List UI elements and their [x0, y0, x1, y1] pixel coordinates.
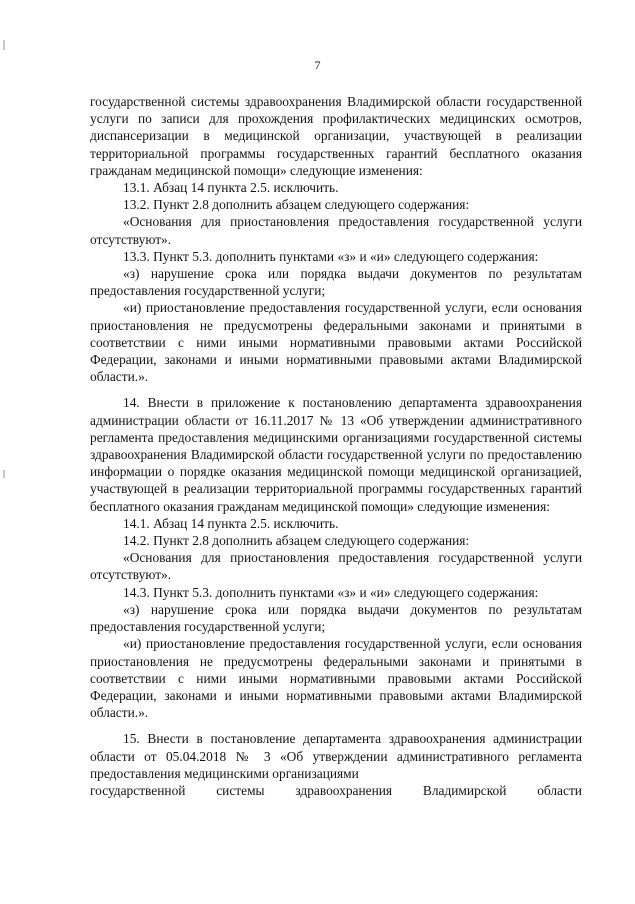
document-body — [90, 93, 582, 799]
page-number: 7 — [314, 58, 321, 72]
paragraph: 14.1. Абзац 14 пункта 2.5. исключить. — [123, 515, 339, 531]
paragraph: 15. Внести в постановление департамента здравоохранения администрации области от 05.04.2018 № 3 «Об утверждении административного регламента предоставления медицинскими организациями — [90, 731, 582, 781]
paragraph: «Основания для приостановления предоставления государственной услуги отсутствуют». — [90, 550, 582, 583]
paragraph: «Основания для приостановления предоставления государственной услуги отсутствуют». — [90, 214, 582, 247]
word: здравоохранения — [295, 782, 393, 798]
paragraph: государственной системы здравоохранения Владимирской области государственной услуги по записи для прохождения профилактических медицинских осмотров, диспансеризации в медицинской организации, участвующей в реализации территориальной программы государственных гарантий бесплатного оказания гражданам медицинской помощи» следующие изменения: — [90, 94, 582, 178]
paragraph: «и) приостановление предоставления государственной услуги, если основания приостановления не предусмотрены федеральными законами и принятыми в соответствии с ними иными нормативными правовыми актами Российской Федерации, законами и иными нормативными правовыми актами Владимирской области.». — [90, 636, 582, 721]
word: системы — [216, 782, 265, 798]
paragraph: 14. Внести в приложение к постановлению департамента здравоохранения администрации области от 16.11.2017 № 13 «Об утверждении административного регламента предоставления медицинскими организациями государственной системы здравоохранения Владимирской области государственной услуги по предоставлению информации о порядке оказания медицинской помощи медицинской организацией, участвующей в реализации территориальной программы государственных гарантий бесплатного оказания гражданам медицинской помощи» следующие изменения: — [90, 395, 582, 514]
paragraph: «и) приостановление предоставления государственной услуги, если основания приостановления не предусмотрены федеральными законами и принятыми в соответствии с ними иными нормативными правовыми актами Российской Федерации, законами и иными нормативными правовыми актами Владимирской области.». — [90, 300, 582, 385]
paragraph: 14.3. Пункт 5.3. дополнить пунктами «з» и «и» следующего содержания: — [123, 584, 539, 600]
word: Владимирской — [422, 782, 507, 798]
paragraph: 13.3. Пункт 5.3. дополнить пунктами «з» и «и» следующего содержания: — [123, 248, 539, 264]
paragraph: «з) нарушение срока или порядка выдачи документов по результатам предоставления государственной услуги; — [90, 266, 582, 299]
scan-edge-mark — [3, 470, 5, 478]
word: области — [537, 782, 582, 798]
paragraph-continued — [90, 782, 582, 799]
paragraph: «з) нарушение срока или порядка выдачи документов по результатам предоставления государственной услуги; — [90, 601, 582, 635]
scan-edge-mark — [3, 40, 5, 50]
paragraph: 13.2. Пункт 2.8 дополнить абзацем следующего содержания: — [123, 197, 470, 213]
paragraph: 14.2. Пункт 2.8 дополнить абзацем следующего содержания: — [123, 533, 470, 549]
word: государственной — [90, 782, 186, 798]
paragraph: 13.1. Абзац 14 пункта 2.5. исключить. — [123, 180, 339, 196]
